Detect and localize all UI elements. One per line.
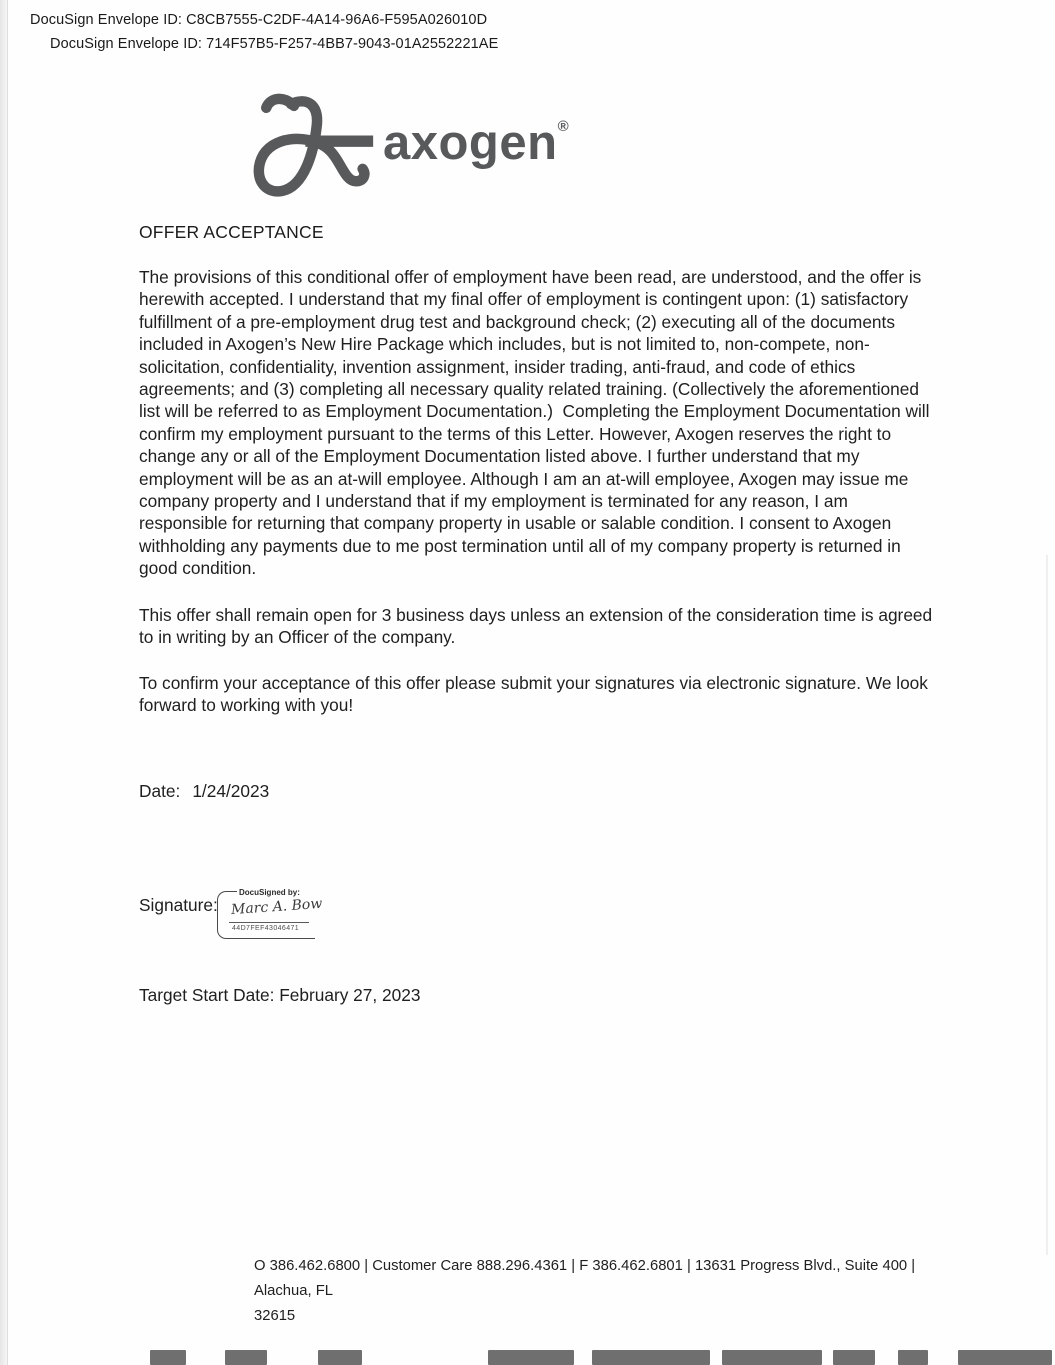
date-value: 1/24/2023 <box>192 781 270 801</box>
signature-underline <box>229 922 309 923</box>
scan-edge-artifact <box>0 0 8 1365</box>
document-title: OFFER ACCEPTANCE <box>139 222 324 242</box>
body-paragraph-2: This offer shall remain open for 3 business days unless an extension of the consideration time is agreed to in writing by an Officer of the company. <box>139 605 937 648</box>
body-paragraph-1: The provisions of this conditional offer of employment have been read, are understood, and the offer is herewith accepted. I understand that my final offer of employment is contingent upon: (1) satisfactory fulfillment of a pre-employment drug test and background check; (2) executing all of the documents included in Axogen’s New Hire Package which includes, but is not limited to, non-compete, non-solicitation, confidentiality, invention assignment, insider trading, anti-fraud, and code of ethics agreements; and (3) completing all necessary quality related training. (Collectively the aforementioned list will be referred to as Employment Documentation.) Completing the Employment Documentation will confirm my employment pursuant to the terms of this Letter. However, Axogen reserves the right to change any or all of the Employment Documentation listed above. I further understand that my employment will be as an at-will employee. Although I am an at-will employee, Axogen may issue me company property and I understand that if my employment is terminated for any reason, I am responsible for returning that company property in usable or salable condition. I consent to Axogen withholding any payments due to me post termination until all of my company property is returned in good condition. <box>139 267 935 579</box>
registered-trademark-symbol: ® <box>557 118 570 135</box>
axogen-logo-mark-icon <box>250 90 376 205</box>
bleed-segment <box>488 1350 574 1365</box>
footer-contact-info <box>254 1254 934 1329</box>
bleed-segment <box>898 1350 928 1365</box>
date-row <box>139 781 269 802</box>
docusign-envelope-id-1: DocuSign Envelope ID: C8CB7555-C2DF-4A14-96A6-F595A026010D <box>30 12 488 28</box>
brand-name: axogen <box>383 116 558 170</box>
bleed-segment <box>958 1350 1052 1365</box>
docusigned-by-label: DocuSigned by: <box>239 888 300 897</box>
signature-label: Signature: <box>139 895 218 915</box>
target-start-date: Target Start Date: February 27, 2023 <box>139 985 421 1005</box>
scan-line-artifact <box>1046 555 1048 1255</box>
stamp-id: 44D7FEF43046471 <box>232 925 300 932</box>
bleed-segment <box>722 1350 822 1365</box>
docusign-envelope-id-2: DocuSign Envelope ID: 714F57B5-F257-4BB7-9043-01A2552221AE <box>50 36 499 52</box>
axogen-logo <box>250 88 580 208</box>
body-paragraph-3: To confirm your acceptance of this offer please submit your signatures via electronic signature. We look forward to working with you! <box>139 673 933 716</box>
docusign-signature-stamp <box>217 888 327 941</box>
stamp-bottom-line <box>227 938 315 940</box>
next-page-bleed-artifact <box>0 1349 1055 1365</box>
footer-line-2: 32615 <box>254 1308 296 1324</box>
date-label: Date: <box>139 781 181 801</box>
bleed-segment <box>592 1350 710 1365</box>
brand-wordmark <box>383 115 569 171</box>
bleed-segment <box>833 1350 875 1365</box>
bleed-segment <box>318 1350 362 1365</box>
footer-line-1: O 386.462.6800 | Customer Care 888.296.4361 | F 386.462.6801 | 13631 Progress Blvd., Suite 400 | Alachua, FL <box>254 1258 916 1299</box>
bleed-segment <box>150 1350 186 1365</box>
signer-handwritten-signature: Marc A. Bow <box>230 895 323 919</box>
bleed-segment <box>225 1350 267 1365</box>
